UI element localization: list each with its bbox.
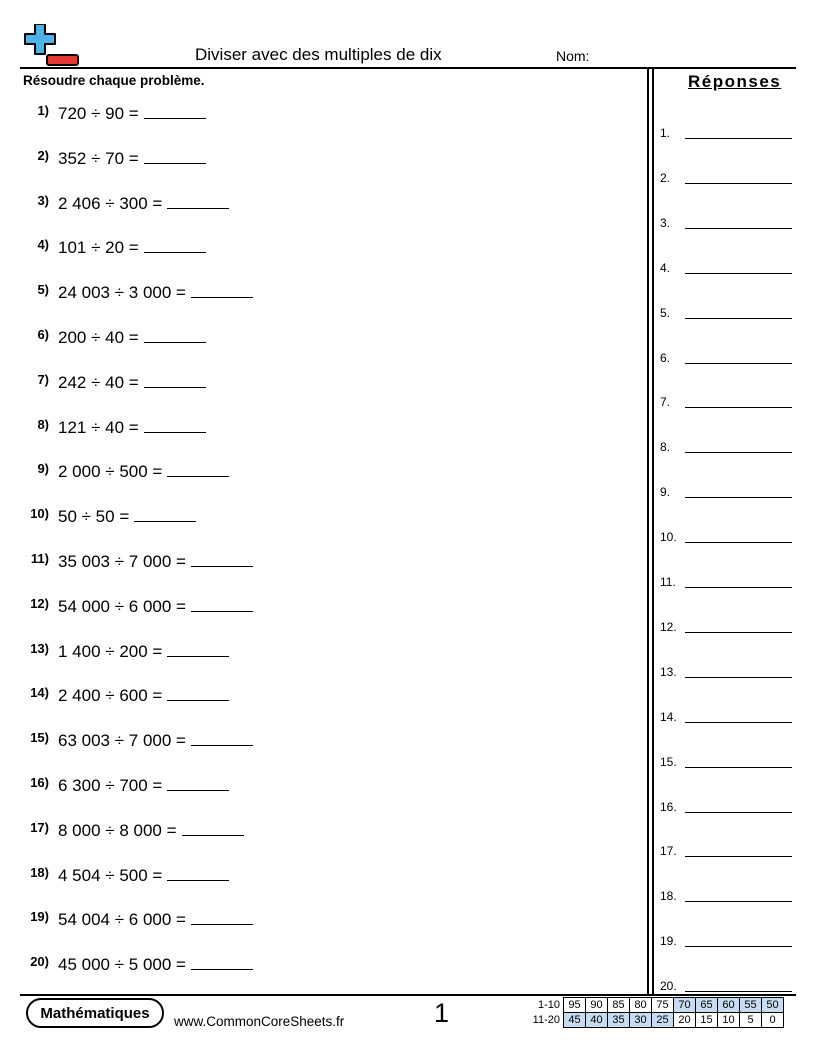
answer-line[interactable]	[685, 812, 792, 813]
worksheet-title: Diviser avec des multiples de dix	[195, 45, 442, 64]
answer-row	[660, 885, 792, 905]
problem-number: 10)	[30, 506, 49, 522]
answer-line[interactable]	[685, 901, 792, 902]
answer-blank[interactable]	[144, 149, 206, 164]
problem-expression: 1 400 ÷ 200 =	[58, 641, 163, 661]
answer-line[interactable]	[685, 722, 792, 723]
answer-line[interactable]	[685, 318, 792, 319]
score-cell: 75	[652, 998, 674, 1013]
problem-number: 17)	[30, 819, 49, 835]
answer-number: 1.	[660, 126, 671, 140]
answer-line[interactable]	[685, 273, 792, 274]
score-cell: 70	[674, 998, 696, 1013]
answer-line[interactable]	[685, 587, 792, 588]
problem-expression: 4 504 ÷ 500 =	[58, 865, 163, 885]
answer-number: 2.	[660, 170, 671, 185]
answer-blank[interactable]	[167, 642, 229, 657]
answer-row	[660, 975, 792, 995]
problem-expression: 45 000 ÷ 5 000 =	[58, 955, 186, 975]
problem-expression: 63 003 ÷ 7 000 =	[58, 731, 186, 751]
score-cell: 15	[696, 1013, 718, 1028]
answer-number: 19.	[660, 934, 677, 949]
answer-line[interactable]	[685, 542, 792, 543]
answers-title: Réponses	[688, 72, 782, 91]
answer-row	[660, 840, 792, 860]
answer-line[interactable]	[685, 183, 792, 184]
problem-number: 9)	[37, 461, 49, 477]
answer-blank[interactable]	[182, 821, 244, 836]
answer-number: 7.	[660, 395, 671, 410]
answer-row	[660, 526, 792, 546]
answer-number: 5.	[660, 305, 671, 320]
page-number: 1	[434, 998, 450, 1028]
problem-expression: 101 ÷ 20 =	[58, 238, 139, 258]
problem-expression: 2 400 ÷ 600 =	[58, 686, 163, 706]
answer-blank[interactable]	[167, 194, 229, 209]
answer-number: 3.	[660, 215, 671, 230]
answer-blank[interactable]	[144, 104, 206, 119]
answer-blank[interactable]	[144, 373, 206, 388]
answer-row	[660, 571, 792, 591]
problem-number: 2)	[37, 147, 49, 163]
score-row	[528, 1013, 784, 1028]
score-cell: 45	[564, 1013, 586, 1028]
instructions: Résoudre chaque problème.	[23, 73, 205, 88]
problem-expression: 242 ÷ 40 =	[58, 372, 139, 392]
score-cell: 20	[674, 1013, 696, 1028]
answer-row	[660, 796, 792, 816]
score-cell: 30	[630, 1013, 652, 1028]
answer-blank[interactable]	[167, 686, 229, 701]
problem-number: 11)	[30, 551, 49, 566]
problem-expression: 2 406 ÷ 300 =	[58, 193, 163, 213]
problem-expression: 200 ÷ 40 =	[58, 328, 139, 347]
score-cell: 55	[740, 998, 762, 1013]
answer-number: 11.	[660, 575, 676, 589]
answer-number: 13.	[660, 664, 677, 679]
answer-number: 18.	[660, 889, 677, 904]
answer-line[interactable]	[685, 767, 792, 768]
problem-number: 7)	[37, 371, 49, 387]
problem-number: 8)	[37, 416, 49, 432]
answer-number: 6.	[660, 350, 671, 365]
problem-number: 3)	[37, 192, 49, 208]
answer-row	[660, 436, 792, 456]
problem-number: 5)	[37, 282, 49, 298]
score-cell: 85	[608, 998, 630, 1013]
score-cell: 60	[718, 998, 740, 1013]
problem-expression: 24 003 ÷ 3 000 =	[58, 283, 186, 303]
answer-blank[interactable]	[144, 418, 206, 433]
answer-line[interactable]	[685, 856, 792, 857]
problem-expression: 8 000 ÷ 8 000 =	[58, 820, 177, 840]
problem-expression: 720 ÷ 90 =	[58, 104, 139, 123]
score-cell: 35	[608, 1013, 630, 1028]
score-cell: 40	[586, 1013, 608, 1028]
answer-blank[interactable]	[144, 238, 206, 253]
problem-number: 16)	[30, 775, 49, 790]
problem-expression: 50 ÷ 50 =	[58, 507, 130, 527]
score-row-label: 1-10	[537, 999, 560, 1011]
answer-row	[660, 481, 792, 501]
score-cell: 50	[762, 998, 784, 1013]
problem-expression: 6 300 ÷ 700 =	[58, 776, 163, 795]
answer-blank[interactable]	[191, 283, 253, 298]
answer-line[interactable]	[685, 363, 792, 364]
problem-number: 4)	[37, 237, 49, 253]
score-cell: 80	[630, 998, 652, 1013]
answer-number: 4.	[660, 260, 671, 275]
name-label: Nom:	[556, 48, 590, 64]
score-table	[528, 997, 784, 1028]
answer-line[interactable]	[685, 452, 792, 453]
answer-row	[660, 302, 792, 322]
score-cell: 95	[564, 998, 586, 1013]
problem-expression: 121 ÷ 40 =	[58, 417, 139, 437]
column-divider-right	[652, 67, 654, 995]
answer-blank[interactable]	[191, 597, 253, 612]
score-row	[528, 998, 784, 1013]
problem-number: 12)	[30, 595, 49, 611]
answer-line[interactable]	[685, 946, 792, 947]
answer-row	[660, 347, 792, 367]
answer-line[interactable]	[685, 407, 792, 408]
answer-row	[660, 257, 792, 277]
score-cell: 25	[652, 1013, 674, 1028]
problem-expression: 54 004 ÷ 6 000 =	[58, 910, 186, 930]
answer-row	[660, 391, 792, 411]
answer-number: 20.	[660, 979, 677, 994]
footer-divider	[20, 994, 796, 996]
problem-number: 13)	[30, 640, 49, 656]
answer-blank[interactable]	[191, 910, 253, 925]
answer-blank[interactable]	[134, 507, 196, 522]
site-url: www.CommonCoreSheets.fr	[174, 1014, 345, 1029]
problem-expression: 54 000 ÷ 6 000 =	[58, 596, 186, 616]
answer-row	[660, 122, 792, 142]
answer-row	[660, 212, 792, 232]
answer-blank[interactable]	[191, 552, 253, 567]
answer-blank[interactable]	[167, 776, 229, 791]
problem-number: 15)	[30, 730, 49, 746]
answer-number: 12.	[660, 619, 677, 634]
answer-number: 17.	[660, 844, 677, 859]
answer-line[interactable]	[685, 228, 792, 229]
score-cell: 5	[740, 1013, 762, 1028]
answer-row	[660, 167, 792, 187]
score-cell: 10	[718, 1013, 740, 1028]
problem-number: 1)	[37, 103, 49, 118]
answer-blank[interactable]	[191, 731, 253, 746]
answer-number: 8.	[660, 440, 671, 455]
plus-minus-logo-icon	[22, 24, 80, 68]
problem-number: 20)	[30, 954, 49, 970]
problem-number: 19)	[30, 909, 49, 925]
answer-row	[660, 930, 792, 950]
answer-number: 9.	[660, 485, 671, 500]
answer-line[interactable]	[685, 138, 792, 139]
answer-row	[660, 706, 792, 726]
problem-number: 6)	[37, 327, 49, 342]
answer-number: 16.	[660, 799, 677, 814]
score-cell: 65	[696, 998, 718, 1013]
answer-line[interactable]	[685, 991, 792, 992]
answer-line[interactable]	[685, 677, 792, 678]
column-divider-left	[647, 67, 649, 995]
score-cell: 0	[762, 1013, 784, 1028]
answer-blank[interactable]	[144, 328, 206, 343]
answer-number: 10.	[660, 530, 677, 545]
answer-row	[660, 751, 792, 771]
answer-blank[interactable]	[167, 462, 229, 477]
problem-number: 18)	[30, 864, 49, 880]
score-cell: 90	[586, 998, 608, 1013]
header-divider	[20, 67, 796, 69]
subject-badge: Mathématiques	[26, 998, 164, 1028]
problem-expression: 352 ÷ 70 =	[58, 148, 139, 168]
problem-number: 14)	[30, 685, 49, 701]
answer-number: 14.	[660, 709, 677, 724]
answer-line[interactable]	[685, 632, 792, 633]
problem-expression: 2 000 ÷ 500 =	[58, 462, 163, 482]
answer-blank[interactable]	[167, 866, 229, 881]
problem-expression: 35 003 ÷ 7 000 =	[58, 552, 186, 571]
answer-number: 15.	[660, 754, 677, 769]
score-row-label: 11-20	[532, 1014, 560, 1026]
answer-line[interactable]	[685, 497, 792, 498]
answer-row	[660, 616, 792, 636]
answer-row	[660, 661, 792, 681]
answer-blank[interactable]	[191, 955, 253, 970]
